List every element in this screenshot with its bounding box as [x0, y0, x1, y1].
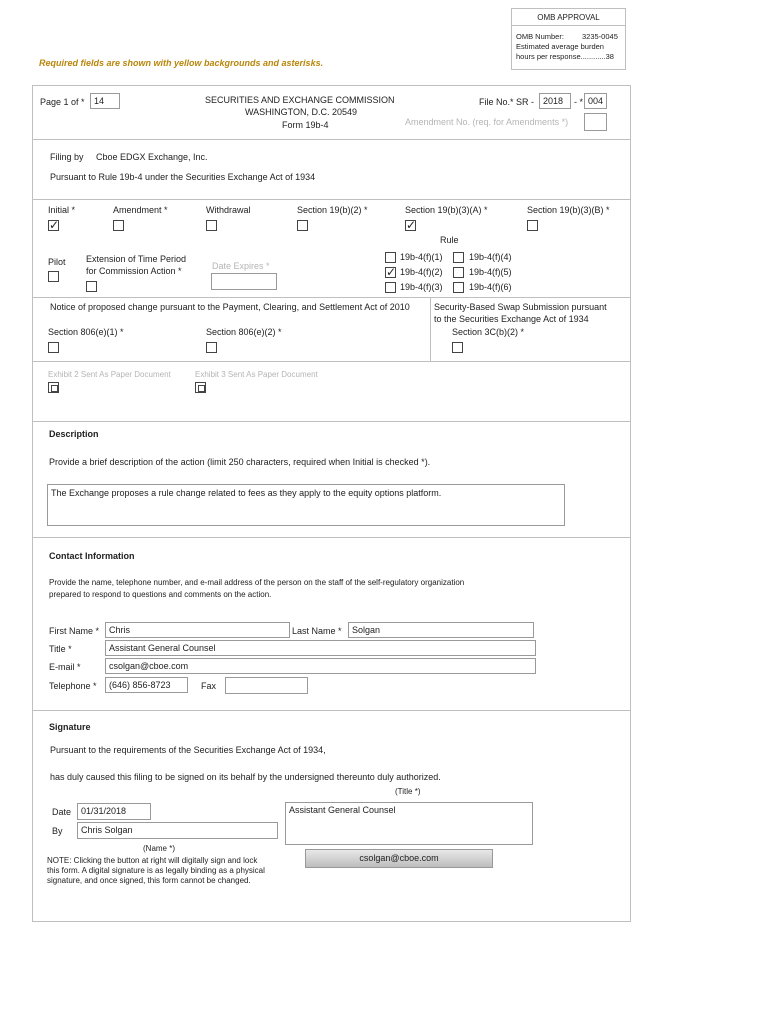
by-field[interactable]: Chris Solgan: [77, 822, 278, 839]
extension-label-line2: for Commission Action *: [86, 266, 182, 276]
telephone-field[interactable]: (646) 856-8723: [105, 677, 188, 693]
last-name-field[interactable]: Solgan: [348, 622, 534, 638]
exhibit2-document-icon[interactable]: [48, 382, 59, 393]
section-19b2-label: Section 19(b)(2) *: [297, 205, 368, 215]
notice-text: Notice of proposed change pursuant to the Payment, Clearing, and Settlement Act of 2010: [50, 302, 410, 312]
initial-label: Initial *: [48, 205, 76, 215]
divider: [32, 199, 631, 200]
note-line2: this form. A digital signature is as legally binding as a physical: [47, 866, 265, 875]
email-field[interactable]: csolgan@cboe.com: [105, 658, 536, 674]
rule-f6-checkbox[interactable]: [453, 282, 464, 293]
divider: [430, 297, 431, 361]
section-19b3a-label: Section 19(b)(3)(A) *: [405, 205, 488, 215]
section-806e2-label: Section 806(e)(2) *: [206, 327, 282, 337]
omb-burden-line1: Estimated average burden: [516, 42, 604, 51]
rule-f4-checkbox[interactable]: [453, 252, 464, 263]
commission-name: SECURITIES AND EXCHANGE COMMISSION: [205, 95, 395, 105]
rule-f3-checkbox[interactable]: [385, 282, 396, 293]
note-line1: NOTE: Clicking the button at right will digitally sign and lock: [47, 856, 258, 865]
page-label: Page 1 of *: [40, 97, 85, 107]
withdrawal-checkbox[interactable]: [206, 220, 217, 231]
section-19b3a-checkbox[interactable]: [405, 220, 416, 231]
section-19b2-checkbox[interactable]: [297, 220, 308, 231]
contact-instruction-line1: Provide the name, telephone number, and e-mail address of the person on the staff of the self-regulatory organization: [49, 578, 465, 587]
divider: [32, 361, 631, 362]
date-label: Date: [52, 807, 72, 817]
form-number: Form 19b-4: [282, 120, 329, 130]
title-field[interactable]: Assistant General Counsel: [105, 640, 536, 656]
divider: [32, 537, 631, 538]
signature-title-field[interactable]: Assistant General Counsel: [285, 802, 533, 845]
description-field[interactable]: The Exchange proposes a rule change related to fees as they apply to the equity options platform.: [47, 484, 565, 526]
divider: [32, 297, 631, 298]
rule-f2-label: 19b-4(f)(2): [400, 267, 443, 277]
email-label: E-mail *: [49, 662, 81, 672]
signature-pursuant: Pursuant to the requirements of the Securities Exchange Act of 1934,: [50, 745, 326, 755]
description-heading: Description: [49, 429, 99, 439]
section-19b3b-checkbox[interactable]: [527, 220, 538, 231]
rule-f4-label: 19b-4(f)(4): [469, 252, 512, 262]
amendment-label: Amendment No. (req. for Amendments *): [405, 117, 569, 127]
extension-label-line1: Extension of Time Period: [86, 254, 187, 264]
rule-f1-label: 19b-4(f)(1): [400, 252, 443, 262]
last-name-label: Last Name *: [292, 626, 342, 636]
title-label: Title *: [49, 644, 72, 654]
rule-f6-label: 19b-4(f)(6): [469, 282, 512, 292]
signature-heading: Signature: [49, 722, 91, 732]
first-name-label: First Name *: [49, 626, 100, 636]
title-caption: (Title *): [395, 787, 421, 796]
date-expires-field[interactable]: [211, 273, 277, 290]
swap-line1: Security-Based Swap Submission pursuant: [434, 302, 607, 312]
note-line3: signature, and once signed, this form cannot be changed.: [47, 876, 251, 885]
omb-number: 3235-0045: [582, 32, 618, 41]
name-caption: (Name *): [143, 844, 176, 853]
required-note: Required fields are shown with yellow backgrounds and asterisks.: [39, 58, 324, 68]
exhibit3-label: Exhibit 3 Sent As Paper Document: [195, 370, 318, 379]
amendment-field[interactable]: [584, 113, 607, 131]
date-expires-label: Date Expires *: [212, 261, 270, 271]
description-instruction: Provide a brief description of the action (limit 250 characters, required when Initial is checked *).: [49, 457, 431, 467]
contact-heading: Contact Information: [49, 551, 135, 561]
rule-f5-label: 19b-4(f)(5): [469, 267, 512, 277]
divider: [32, 421, 631, 422]
omb-burden-line2: hours per response............38: [516, 52, 614, 61]
contact-instruction-line2: prepared to respond to questions and comments on the action.: [49, 590, 272, 599]
section-806e1-label: Section 806(e)(1) *: [48, 327, 124, 337]
file-number-field[interactable]: 004: [584, 93, 607, 109]
pilot-checkbox[interactable]: [48, 271, 59, 282]
first-name-field[interactable]: Chris: [105, 622, 290, 638]
exhibit3-document-icon[interactable]: [195, 382, 206, 393]
rule-f2-checkbox[interactable]: [385, 267, 396, 278]
pilot-label: Pilot: [48, 257, 66, 267]
pursuant-rule: Pursuant to Rule 19b-4 under the Securities Exchange Act of 1934: [50, 172, 316, 182]
initial-checkbox[interactable]: [48, 220, 59, 231]
section-19b3b-label: Section 19(b)(3)(B) *: [527, 205, 610, 215]
rule-f5-checkbox[interactable]: [453, 267, 464, 278]
swap-line2: to the Securities Exchange Act of 1934: [434, 314, 589, 324]
signature-caused: has duly caused this filing to be signed on its behalf by the undersigned thereunto duly authorized.: [50, 772, 441, 782]
section-3cb2-label: Section 3C(b)(2) *: [452, 327, 525, 337]
omb-number-label: OMB Number:: [516, 32, 564, 41]
digital-sign-button[interactable]: csolgan@cboe.com: [305, 849, 493, 868]
exhibit2-label: Exhibit 2 Sent As Paper Document: [48, 370, 171, 379]
file-year-field[interactable]: 2018: [539, 93, 571, 109]
amendment-cb-label: Amendment *: [113, 205, 168, 215]
filing-by-value: Cboe EDGX Exchange, Inc.: [96, 152, 208, 162]
section-806e1-checkbox[interactable]: [48, 342, 59, 353]
telephone-label: Telephone *: [49, 681, 97, 691]
rule-f3-label: 19b-4(f)(3): [400, 282, 443, 292]
divider: [32, 710, 631, 711]
date-field[interactable]: 01/31/2018: [77, 803, 151, 820]
omb-approval-box: [511, 8, 626, 70]
amendment-checkbox[interactable]: [113, 220, 124, 231]
omb-title: OMB APPROVAL: [512, 9, 625, 26]
file-no-label: File No.* SR -: [479, 97, 535, 107]
section-806e2-checkbox[interactable]: [206, 342, 217, 353]
page-total-field[interactable]: 14: [90, 93, 120, 109]
rule-label: Rule: [440, 235, 459, 245]
extension-checkbox[interactable]: [86, 281, 97, 292]
divider: [32, 139, 631, 140]
withdrawal-label: Withdrawal: [206, 205, 251, 215]
section-3cb2-checkbox[interactable]: [452, 342, 463, 353]
rule-f1-checkbox[interactable]: [385, 252, 396, 263]
file-separator: - *: [574, 97, 583, 107]
filing-by-label: Filing by: [50, 152, 84, 162]
commission-location: WASHINGTON, D.C. 20549: [245, 107, 358, 117]
fax-label: Fax: [201, 681, 217, 691]
by-label: By: [52, 826, 63, 836]
fax-field[interactable]: [225, 677, 308, 694]
